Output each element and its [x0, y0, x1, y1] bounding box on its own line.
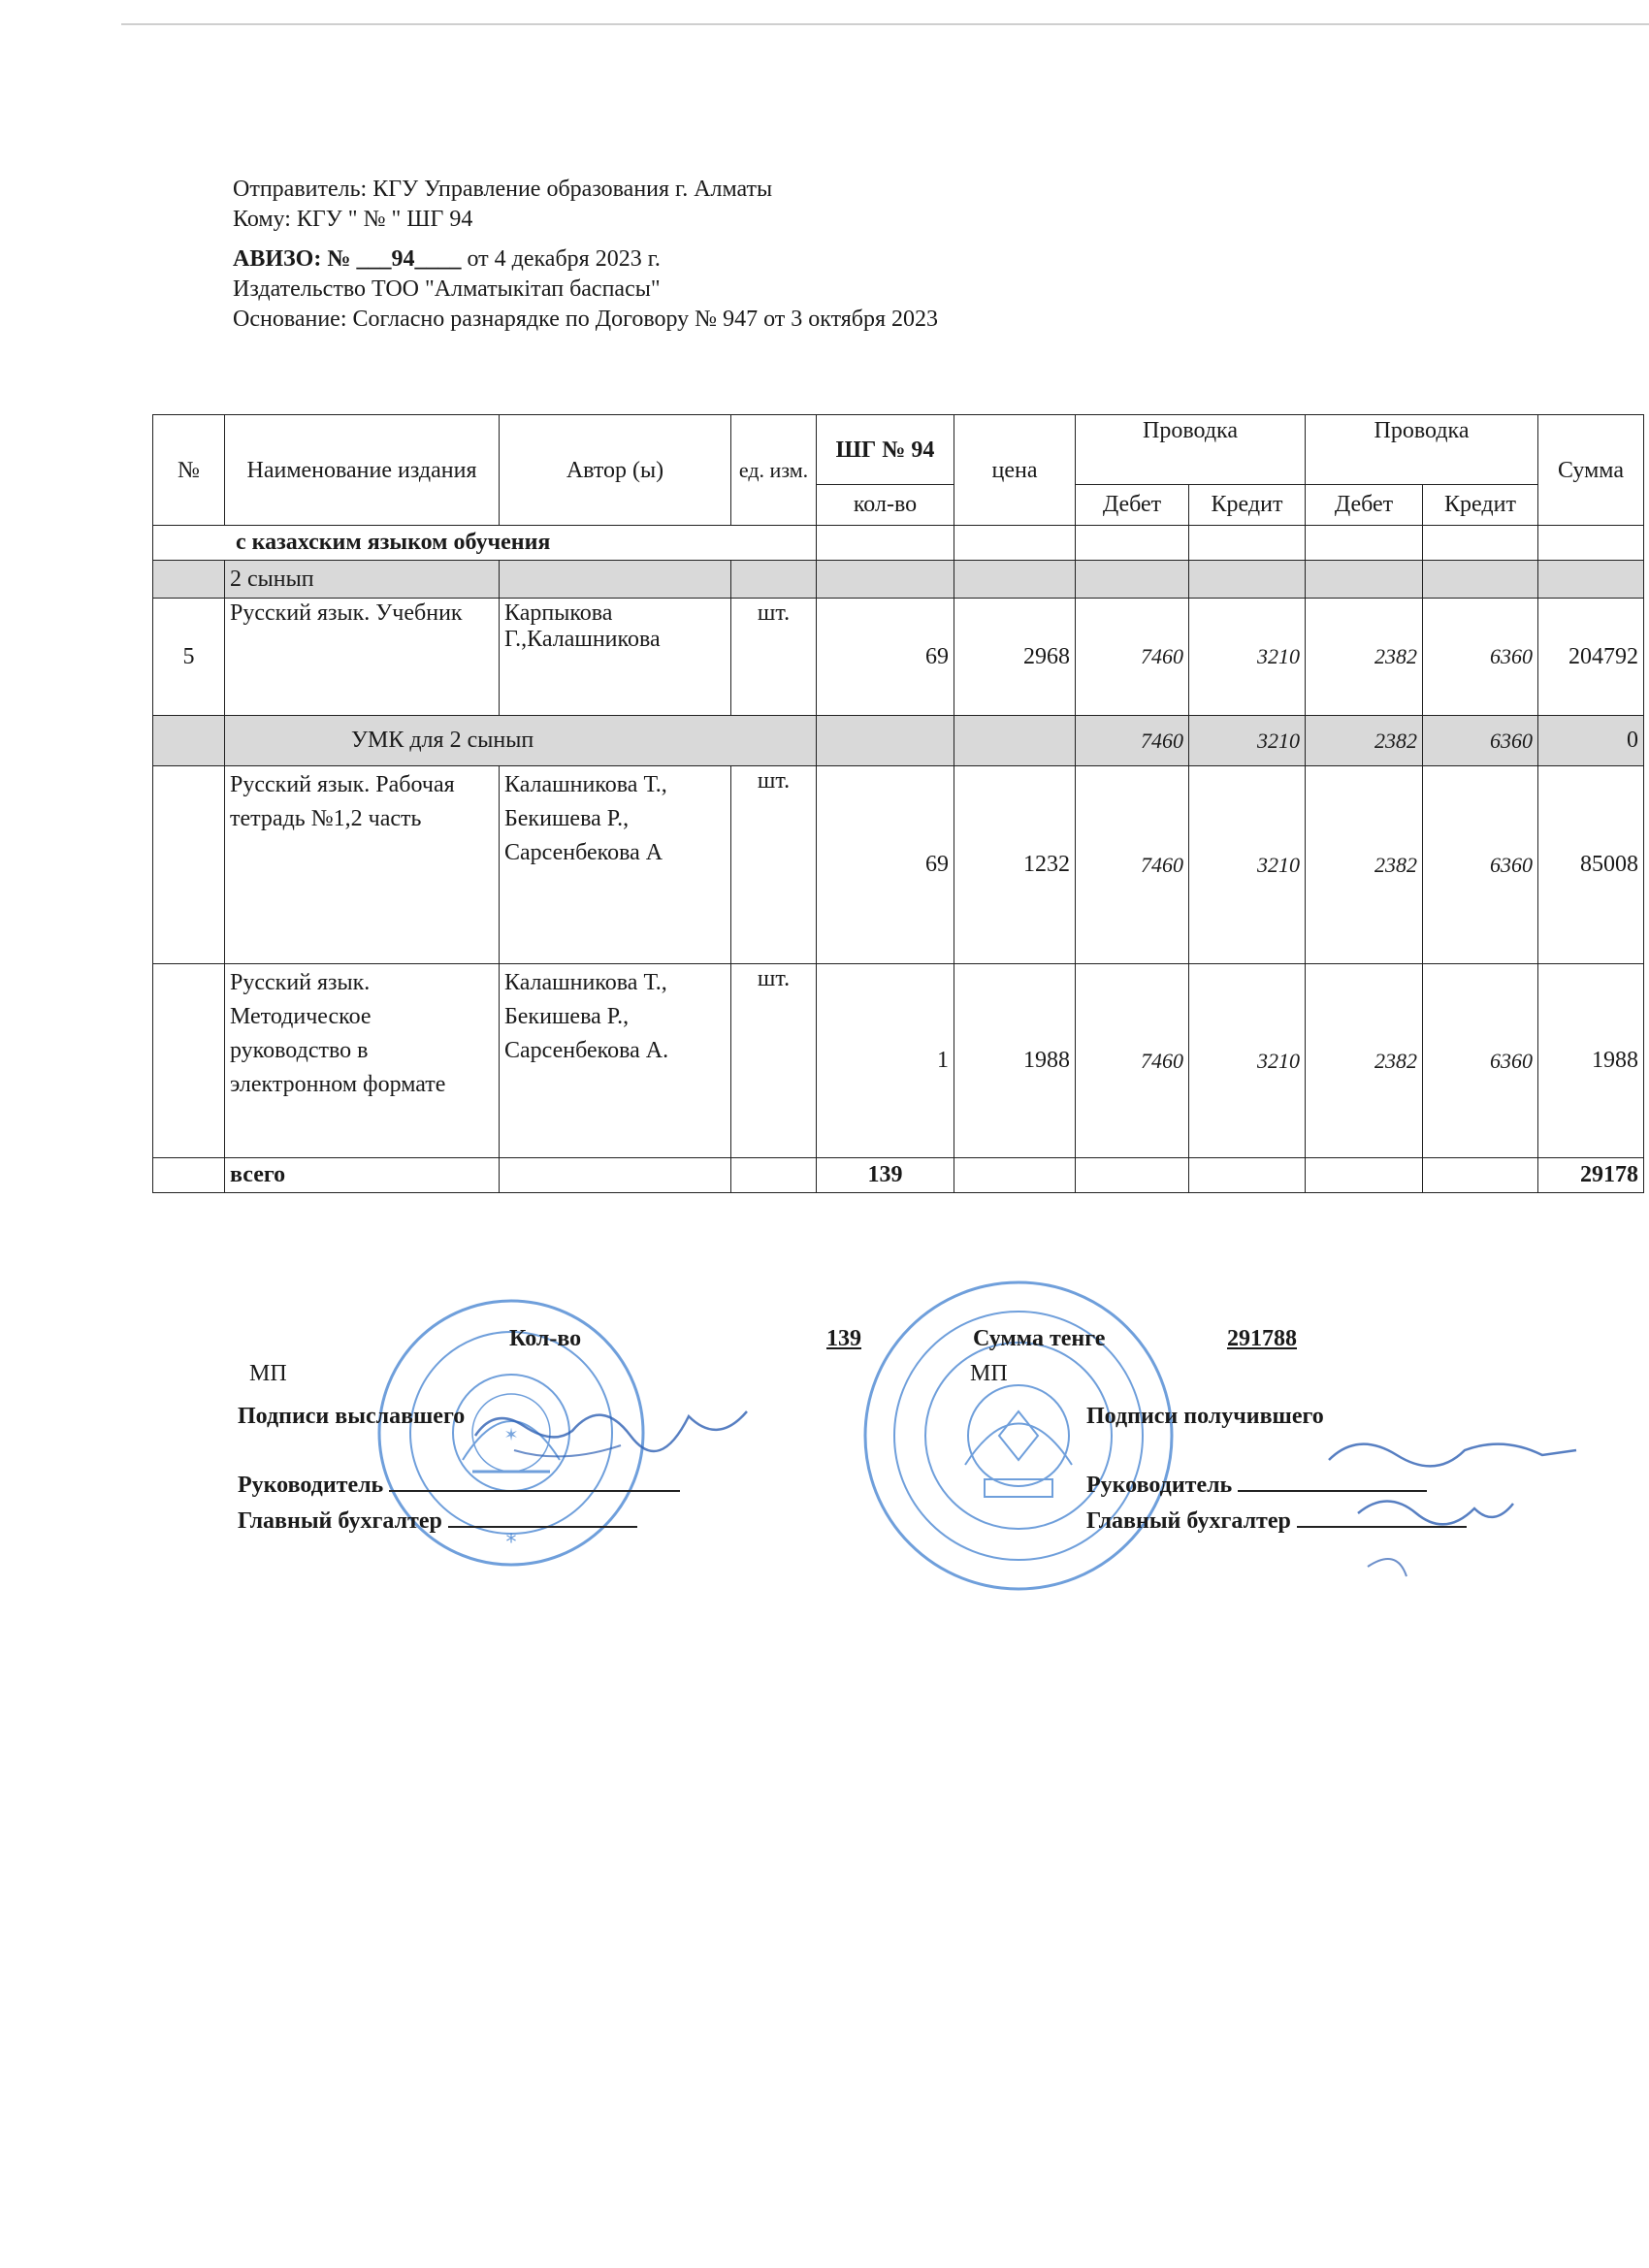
svg-text:✶: ✶ — [503, 1425, 519, 1445]
section-row — [153, 526, 1644, 561]
aviso-line — [233, 244, 938, 275]
header-posting-1: Проводка — [1076, 415, 1306, 485]
row-sum: 1988 — [1538, 964, 1644, 1158]
aviso-number: ___94____ — [356, 246, 462, 272]
table-row — [153, 599, 1644, 716]
table-header-row-1 — [153, 415, 1644, 485]
row-debit-1: 7460 — [1076, 599, 1189, 716]
row-credit-2: 6360 — [1423, 599, 1538, 716]
row-debit-2: 2382 — [1306, 766, 1423, 964]
row-unit: шт. — [731, 599, 817, 716]
scan-top-border — [121, 23, 1649, 25]
row-qty: 69 — [817, 599, 954, 716]
accountant-right-line — [1297, 1507, 1467, 1528]
section-title: с казахским языком обучения — [153, 526, 817, 561]
aviso-label: АВИЗО: № — [233, 246, 351, 272]
umk-row — [153, 716, 1644, 766]
umk-label: УМК для 2 сынып — [225, 716, 817, 766]
mp-left: МП — [249, 1361, 287, 1386]
row-author: Калашникова Т., Бекишева Р., Сарсенбекова А. — [500, 964, 731, 1158]
row-author: Карпыкова Г.,Калашникова — [500, 599, 731, 716]
table-row — [153, 964, 1644, 1158]
row-num: 5 — [153, 599, 225, 716]
row-debit-1: 7460 — [1076, 766, 1189, 964]
recipient-line: Кому: КГУ " № " ШГ 94 — [233, 207, 473, 232]
row-name: Русский язык. Учебник — [225, 599, 500, 716]
head-left-label: Руководитель — [238, 1473, 384, 1498]
row-name: Русский язык. Методическое руководство в электронном формате — [225, 964, 500, 1158]
header-num: № — [153, 415, 225, 526]
summary-sum-label: Сумма тенге — [973, 1326, 1106, 1351]
row-price: 1988 — [954, 964, 1076, 1158]
row-price: 1232 — [954, 766, 1076, 964]
grade-row — [153, 561, 1644, 599]
row-debit-1: 7460 — [1076, 964, 1189, 1158]
row-credit-2: 6360 — [1423, 766, 1538, 964]
row-credit-1: 3210 — [1189, 766, 1306, 964]
total-label: всего — [225, 1158, 500, 1193]
head-right-line — [1238, 1471, 1427, 1492]
accountant-left — [238, 1507, 637, 1535]
accountant-left-label: Главный бухгалтер — [238, 1508, 442, 1534]
basis-line: Основание: Согласно разнарядке по Договору № 947 от 3 октября 2023 — [233, 307, 939, 332]
table-row — [153, 766, 1644, 964]
document-header — [233, 175, 938, 335]
umk-sum: 0 — [1538, 716, 1644, 766]
mp-right: МП — [970, 1361, 1008, 1386]
summary-sum-value: 291788 — [1227, 1326, 1297, 1351]
umk-credit-1: 3210 — [1189, 716, 1306, 766]
row-unit: шт. — [731, 964, 817, 1158]
sender-signatures-label: Подписи выславшего — [238, 1404, 466, 1429]
accountant-right-label: Главный бухгалтер — [1086, 1508, 1291, 1534]
sender-line: Отправитель: КГУ Управление образования г. Алматы — [233, 177, 773, 202]
row-unit: шт. — [731, 766, 817, 964]
summary-qty-value: 139 — [826, 1326, 861, 1351]
row-price: 2968 — [954, 599, 1076, 716]
total-sum: 29178 — [1538, 1158, 1644, 1193]
row-name: Русский язык. Рабочая тетрадь №1,2 часть — [225, 766, 500, 964]
header-unit: ед. изм. — [731, 415, 817, 526]
head-right — [1086, 1471, 1427, 1499]
umk-credit-2: 6360 — [1423, 716, 1538, 766]
recipient-signatures-label: Подписи получившего — [1086, 1404, 1324, 1429]
row-qty: 69 — [817, 766, 954, 964]
accountant-right — [1086, 1507, 1467, 1535]
umk-debit-1: 7460 — [1076, 716, 1189, 766]
row-author: Калашникова Т., Бекишева Р., Сарсенбекова А — [500, 766, 731, 964]
row-credit-2: 6360 — [1423, 964, 1538, 1158]
header-sum: Сумма — [1538, 415, 1644, 526]
umk-debit-2: 2382 — [1306, 716, 1423, 766]
header-price: цена — [954, 415, 1076, 526]
header-debit-1: Дебет — [1076, 485, 1189, 526]
header-qty: кол-во — [817, 485, 954, 526]
header-posting-2: Проводка — [1306, 415, 1538, 485]
row-debit-2: 2382 — [1306, 599, 1423, 716]
header-name: Наименование издания — [225, 415, 500, 526]
publisher-line: Издательство ТОО "Алматыкітап баспасы" — [233, 276, 661, 302]
head-left-line — [389, 1471, 680, 1492]
header-credit-2: Кредит — [1423, 485, 1538, 526]
summary-qty-label: Кол-во — [509, 1326, 582, 1351]
row-sum: 85008 — [1538, 766, 1644, 964]
header-credit-1: Кредит — [1189, 485, 1306, 526]
header-debit-2: Дебет — [1306, 485, 1423, 526]
aviso-date: от 4 декабря 2023 г. — [467, 246, 661, 272]
round-official-stamp-right — [858, 1276, 1179, 1596]
handwritten-signature — [456, 1377, 766, 1484]
row-sum: 204792 — [1538, 599, 1644, 716]
total-row — [153, 1158, 1644, 1193]
accountant-left-line — [448, 1507, 637, 1528]
head-left — [238, 1471, 680, 1499]
grade-label: 2 сынып — [225, 561, 500, 599]
row-qty: 1 — [817, 964, 954, 1158]
row-credit-1: 3210 — [1189, 599, 1306, 716]
row-credit-1: 3210 — [1189, 964, 1306, 1158]
total-qty: 139 — [817, 1158, 954, 1193]
svg-text:*: * — [505, 1531, 517, 1555]
items-table — [152, 414, 1644, 1193]
head-right-label: Руководитель — [1086, 1473, 1233, 1498]
header-author: Автор (ы) — [500, 415, 731, 526]
row-debit-2: 2382 — [1306, 964, 1423, 1158]
header-school: ШГ № 94 — [817, 415, 954, 485]
